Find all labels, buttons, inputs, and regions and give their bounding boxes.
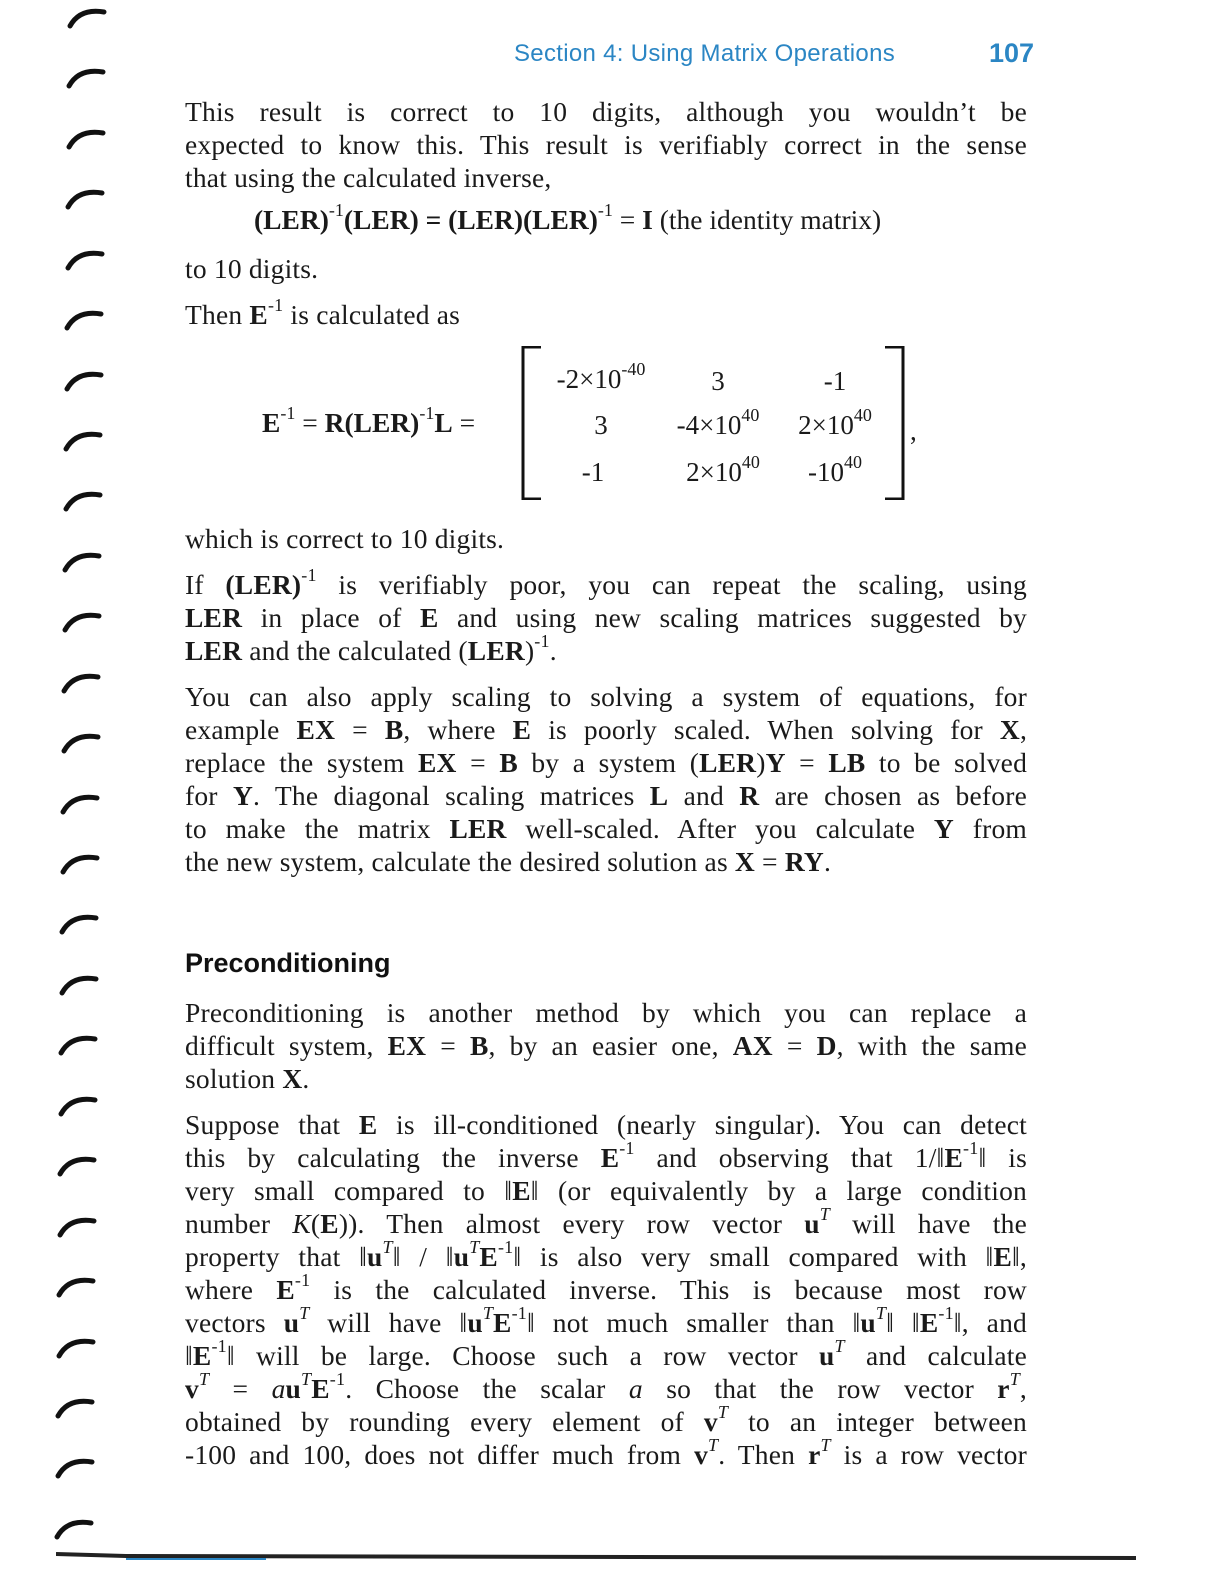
section-title: Section 4: Using Matrix Operations [514, 40, 896, 67]
matrix-cell-r2c2: $-4\times 10^{40}$ [676, 405, 760, 440]
matrix-cell-r1c1: $-2\times 10^{-40}$ [556, 359, 646, 394]
page-bottom-edge [56, 1550, 1136, 1562]
section-heading: Preconditioning [185, 948, 391, 978]
paragraph-ill-conditioned [185, 1108, 1027, 1471]
matrix-cell-r1c2: 3 [711, 366, 725, 396]
page-number: 107 [988, 38, 1034, 68]
text-line: Preconditioning is another method by which you can replace a [185, 997, 1027, 1028]
paragraph-preconditioning-intro [185, 996, 1027, 1095]
text-line: LER and the calculated (LER)$^{-1}$. [185, 630, 557, 666]
matrix-equation-lhs: $E^{-1} = R(LER)^{-1}L$ = [262, 402, 476, 438]
text-line: vectors $u^T$ will have $‖u^TE^{-1}‖$ not much smaller than $‖u^T‖$ $‖E^{-1}‖$, and [185, 1302, 1027, 1338]
paragraph-result-correct [185, 95, 1027, 194]
text-line: obtained by rounding every element of $v^T$ to an integer between [185, 1401, 1027, 1437]
text-line: LER in place of E and using new scaling matrices suggested by [185, 602, 1027, 633]
text-line: difficult system, EX = B, by an easier one, AX = D, with the same [185, 1030, 1028, 1061]
paragraph-correct-10-digits [185, 522, 1027, 555]
matrix-comma: , [910, 416, 917, 446]
text-line: this by calculating the inverse $E^{-1}$ and observing that $1/‖E^{-1}‖$ is [185, 1137, 1027, 1173]
inverse-matrix [521, 346, 905, 500]
text-line: example EX = B, where E is poorly scaled. When solving for X, [185, 714, 1028, 745]
text-line: to 10 digits. [185, 253, 319, 284]
text-line: for Y. The diagonal scaling matrices L and R are chosen as before [185, 780, 1027, 811]
text-line: where $E^{-1}$ is the calculated inverse. This is because most row [185, 1269, 1027, 1305]
text-line: -100 and 100, does not differ much from $v^T$. Then $r^T$ is a row vector [185, 1434, 1027, 1470]
text-line: that using the calculated inverse, [185, 162, 552, 193]
page-header [514, 40, 1034, 74]
text-line: solution X. [185, 1063, 310, 1094]
text-line: property that $‖u^T‖$ / $‖u^TE^{-1}‖$ is also very small compared with ‖E‖, [185, 1236, 1027, 1272]
text-line: You can also apply scaling to solving a system of equations, for [185, 681, 1027, 712]
matrix-cell-r3c1: -1 [581, 457, 605, 487]
identity-equation: (LER)$^{-1}$(LER) = (LER)(LER)$^{-1}$ = I (the identity matrix) [254, 199, 882, 235]
matrix-cell-r3c2: $2\times 10^{40}$ [686, 452, 760, 487]
matrix-cell-r3c3: $-10^{40}$ [808, 452, 862, 487]
paragraph-then-e-inverse [185, 294, 1027, 331]
matrix-cell-r2c1: 3 [594, 410, 608, 440]
paragraph-to-10-digits [185, 252, 1027, 285]
text-line: to make the matrix LER well-scaled. After you calculate Y from [185, 813, 1027, 844]
text-line: This result is correct to 10 digits, although you wouldn’t be [185, 96, 1027, 127]
text-line: Suppose that E is ill-conditioned (nearly singular). You can detect [185, 1109, 1027, 1140]
text-line: Then $E^{-1}$ is calculated as [185, 294, 461, 330]
text-line: expected to know this. This result is verifiably correct in the sense [185, 129, 1027, 160]
text-line: number K(E)). Then almost every row vector $u^T$ will have the [185, 1203, 1027, 1239]
text-line: If (LER)$^{-1}$ is verifiably poor, you can repeat the scaling, using [185, 564, 1027, 600]
text-line: which is correct to 10 digits. [185, 523, 505, 554]
matrix-cell-r2c3: $2\times 10^{40}$ [798, 405, 872, 440]
text-line: $‖E^{-1}‖$ will be large. Choose such a row vector $u^T$ and calculate [185, 1335, 1027, 1371]
text-line: replace the system EX = B by a system (LER)Y = LB to be solved [185, 747, 1028, 778]
spiral-binding [52, 0, 112, 1584]
text-line: $v^T = au^TE^{-1}$. Choose the scalar a so that the row vector $r^T$, [185, 1368, 1027, 1404]
paragraph-repeat-scaling [185, 564, 1027, 667]
text-line: very small compared to ‖E‖ (or equivalently by a large condition [185, 1175, 1027, 1206]
matrix-cell-r1c3: -1 [823, 366, 847, 396]
paragraph-scaling-system [185, 680, 1027, 878]
text-line: the new system, calculate the desired solution as X = RY. [185, 846, 832, 877]
